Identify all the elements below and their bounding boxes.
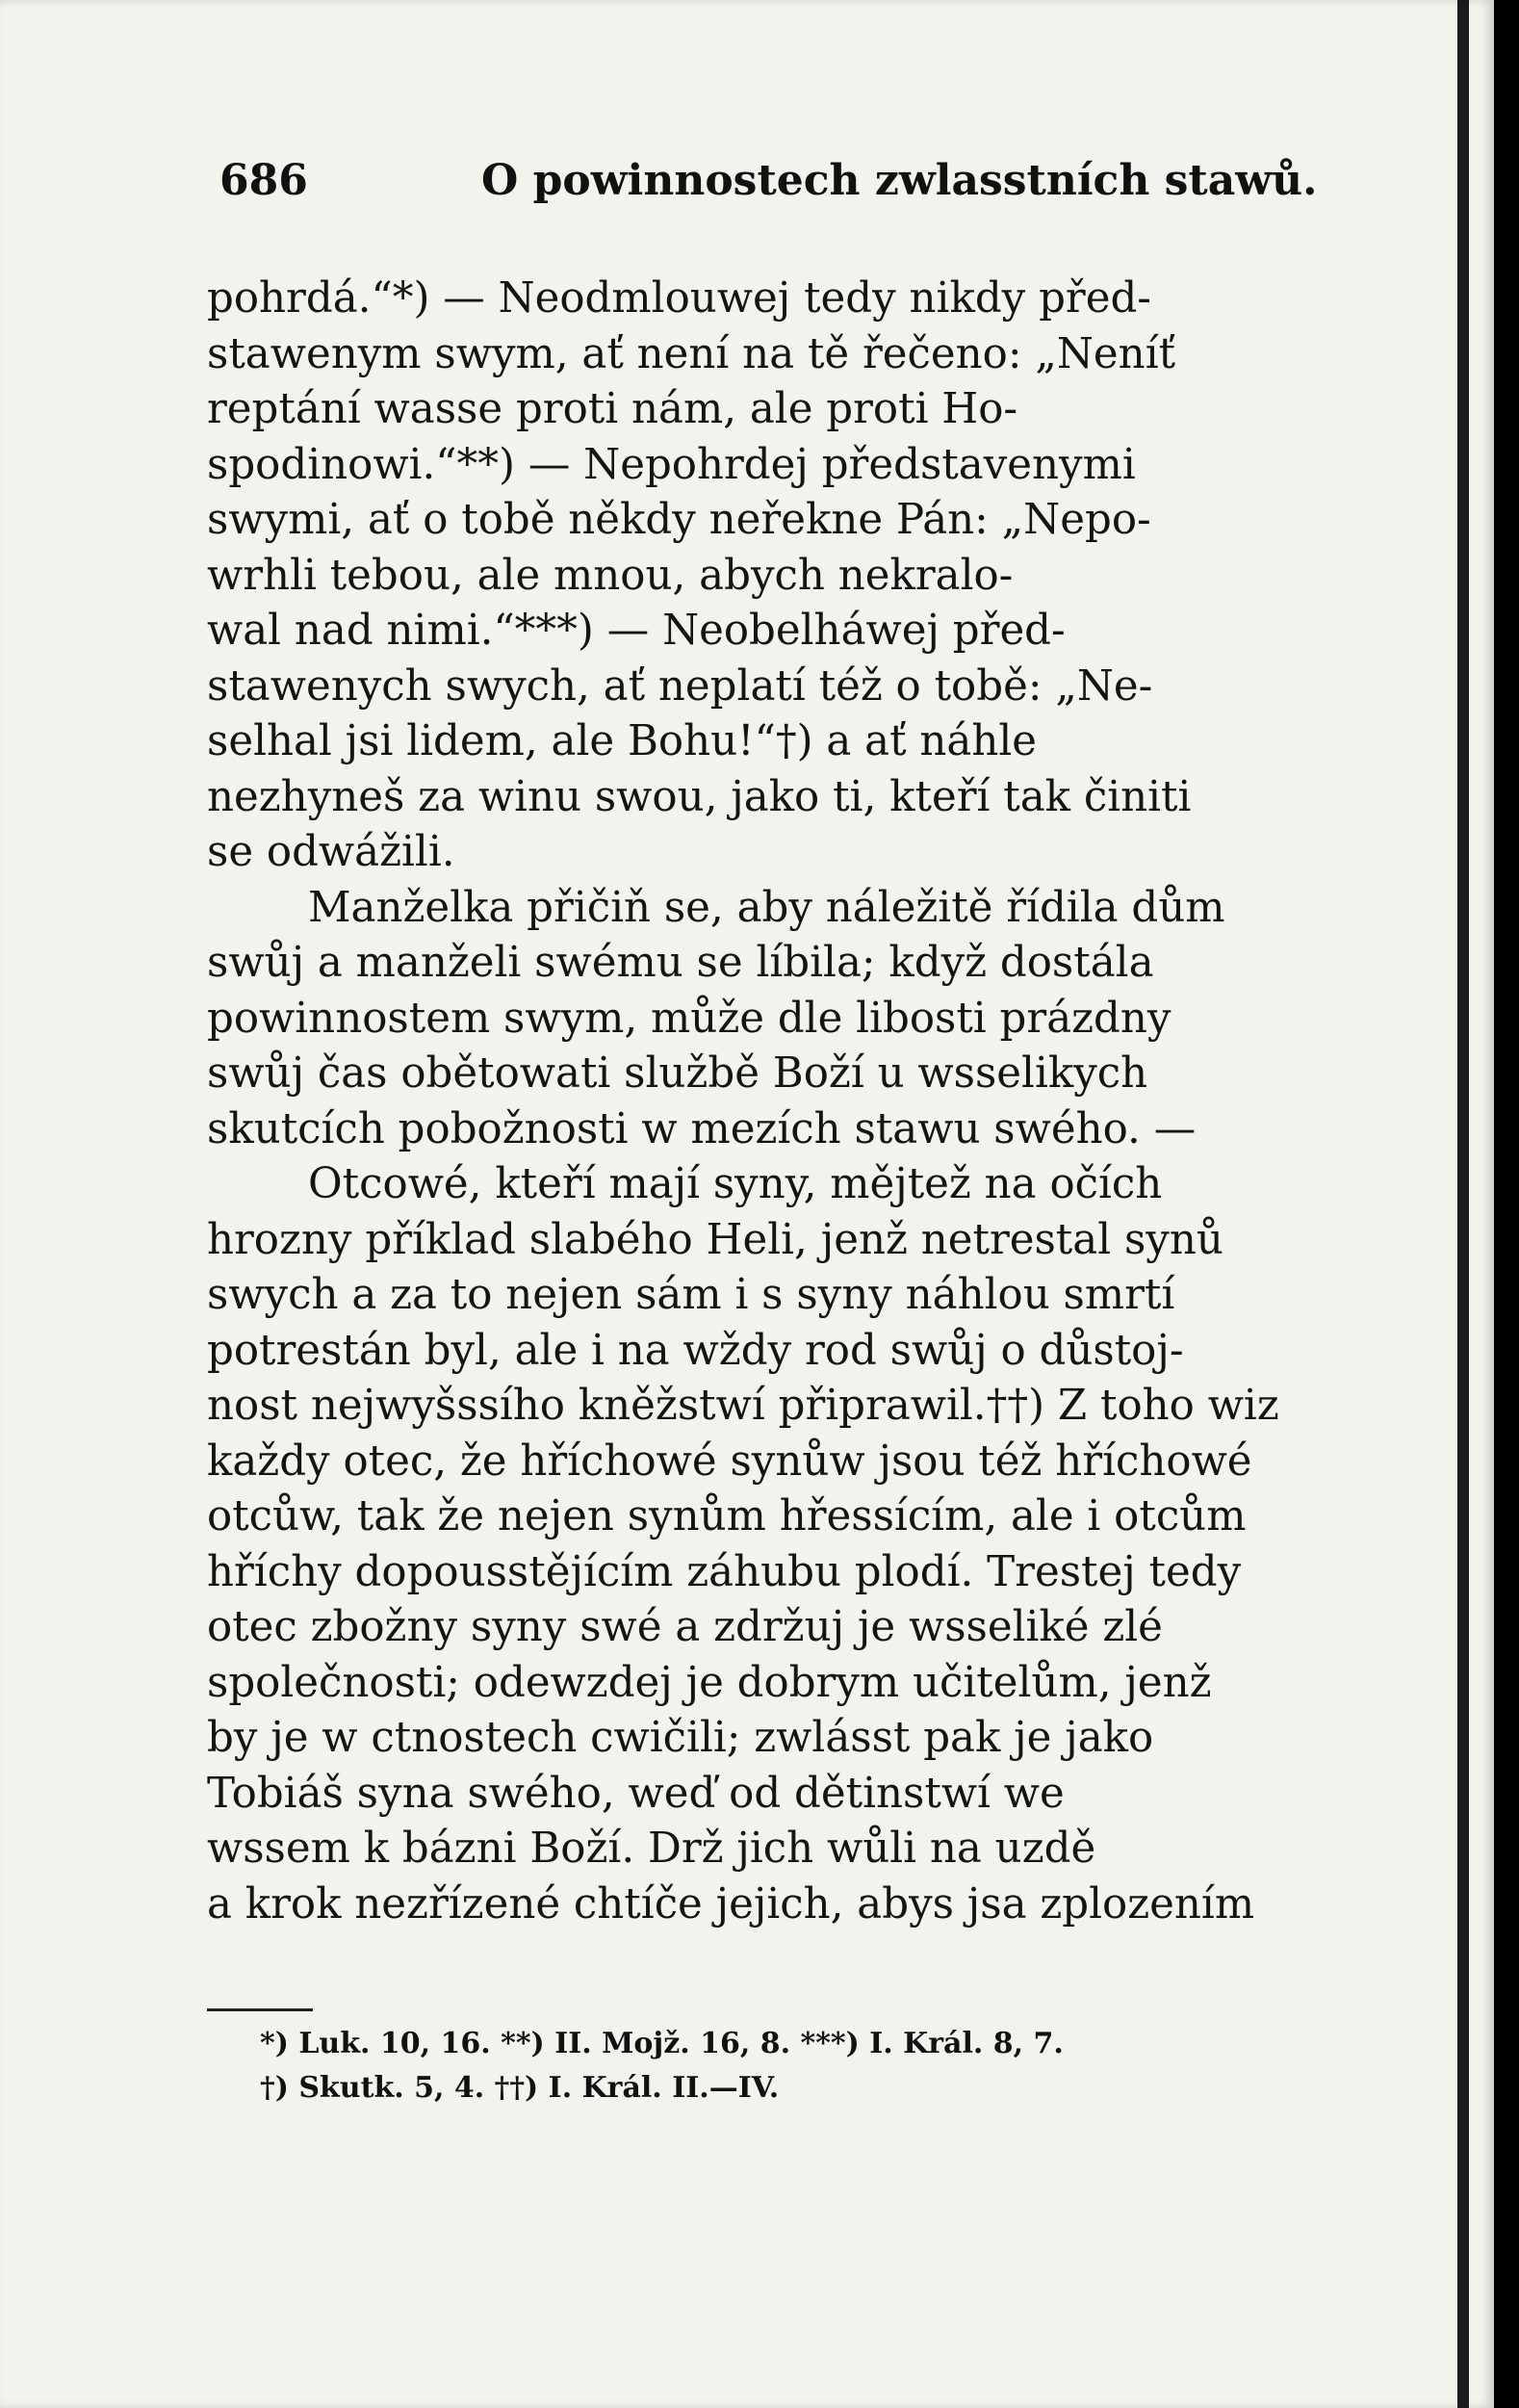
text-line: nost nejwyšssího kněžstwí připrawil.††) Z toho wiz <box>207 1382 1279 1430</box>
text-line: swych a za to nejen sám i s syny náhlou smrtí <box>207 1271 1175 1319</box>
text-line: wal nad nimi.“***) — Neobelháwej před- <box>207 607 1066 655</box>
text-line: Tobiáš syna swého, weď od dětinstwí we <box>207 1769 1065 1818</box>
text-line: stawenych swych, ať neplatí též o tobě: „Ne- <box>207 661 1153 711</box>
page-edge-shadow <box>1457 0 1469 2408</box>
text-line: powinnostem swym, může dle libosti prázdny <box>207 994 1171 1043</box>
text-line: spodinowi.“**) — Nepohrdej představenymi <box>207 440 1136 489</box>
text-line: se odwážili. <box>207 828 455 876</box>
text-line: swůj a manželi swému se líbila; když dostála <box>207 939 1154 987</box>
page-header <box>219 156 1318 205</box>
text-line: stawenym swym, ať není na tě řečeno: „Neníť <box>207 329 1176 378</box>
running-title: O powinnostech zwlasstních stawů. <box>481 156 1318 205</box>
text-line: otec zbožny syny swé a zdržuj je wsseliké zlé <box>207 1603 1163 1651</box>
text-line: společnosti; odewzdej je dobrym učitelům, jenž <box>207 1658 1212 1707</box>
text-line: pohrdá.“*) — Neodmlouwej tedy nikdy před- <box>207 274 1152 323</box>
text-line: Otcowé, kteří mají syny, mějtež na očích <box>308 1160 1163 1208</box>
text-line: swymi, ať o tobě někdy neřekne Pán: „Nepo- <box>207 496 1151 544</box>
text-line: wssem k bázni Boží. Drž jich wůli na uzdě <box>207 1825 1096 1873</box>
footnote-line: †) Skutk. 5, 4. ††) I. Král. II.—IV. <box>260 2071 780 2105</box>
text-line: wrhli tebou, ale mnou, abych nekralo- <box>207 551 1014 600</box>
text-line: nezhyneš za winu swou, jako ti, kteří tak činiti <box>207 772 1192 821</box>
footnote-line: *) Luk. 10, 16. **) II. Mojž. 16, 8. ***) I. Král. 8, 7. <box>260 2027 1064 2060</box>
page-number: 686 <box>219 156 308 205</box>
text-line: hříchy dopousstějícím záhubu plodí. Trestej tedy <box>207 1547 1242 1596</box>
text-line: by je w ctnostech cwičili; zwlásst pak je jako <box>207 1714 1154 1762</box>
text-line: otcůw, tak že nejen synům hřessícím, ale i otcům <box>207 1492 1247 1541</box>
text-line: hrozny příklad slabého Heli, jenž netrestal synů <box>207 1215 1223 1264</box>
text-line: potrestán byl, ale i na wždy rod swůj o důstoj- <box>207 1326 1184 1375</box>
text-line: skutcích pobožnosti w mezích stawu swého. — <box>207 1104 1197 1153</box>
text-line: Manželka přičiň se, aby náležitě řídila dům <box>308 883 1225 932</box>
body-text <box>207 272 1309 1932</box>
text-line: a krok nezřízené chtíče jejich, abys jsa zplozením <box>207 1879 1255 1929</box>
text-line: selhal jsi lidem, ale Bohu!“†) a ať náhle <box>207 717 1038 765</box>
text-line: reptání wasse proti nám, ale proti Ho- <box>207 385 1018 433</box>
text-line: každy otec, že hříchowé synůw jsou též hříchowé <box>207 1437 1252 1486</box>
footnote-divider <box>207 2008 313 2011</box>
text-line: swůj čas obětowati službě Boží u wsselikych <box>207 1049 1148 1098</box>
footnotes <box>260 2022 1261 2110</box>
